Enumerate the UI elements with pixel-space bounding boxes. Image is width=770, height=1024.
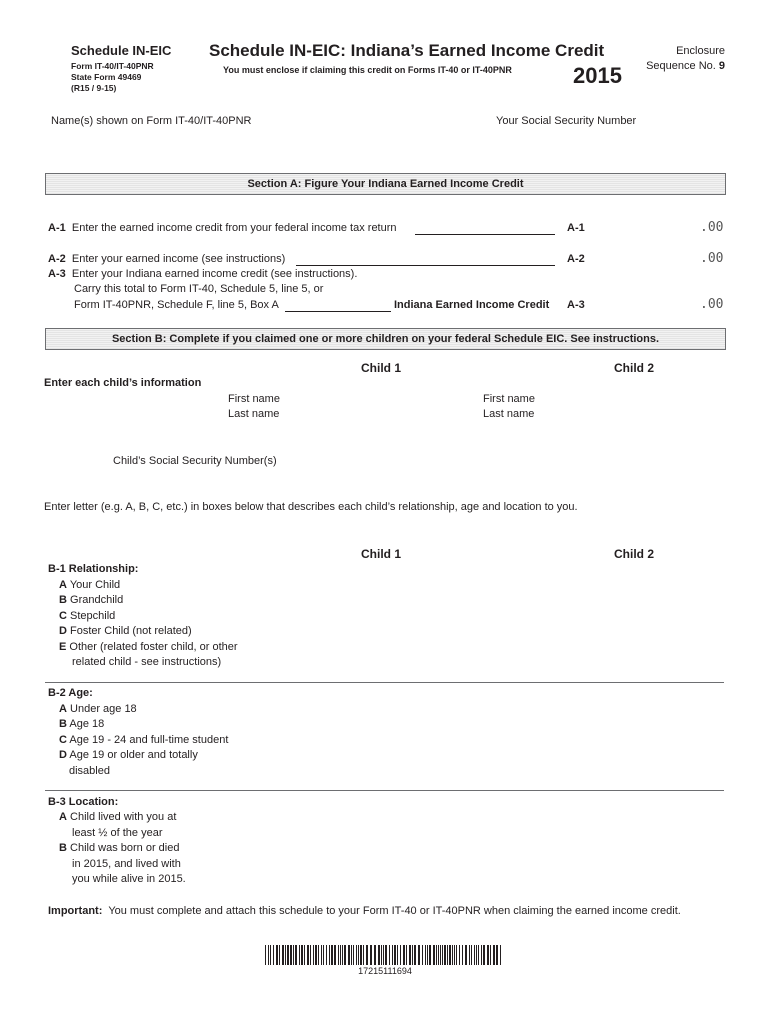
- child2-first-name-label: First name: [483, 393, 535, 405]
- enter-info-label: Enter each child’s information: [44, 377, 202, 389]
- line-a1: [48, 222, 397, 234]
- b2-item-d: D Age 19 or older and totally: [59, 749, 198, 761]
- letter-intro: Enter letter (e.g. A, B, C, etc.) in boxes below that describes each child’s relationship, age and location to you.: [44, 501, 578, 513]
- child2-header-2: Child 2: [614, 547, 655, 561]
- a3-code: A-3: [48, 268, 66, 280]
- child1-header-2: Child 1: [361, 547, 402, 561]
- sequence-line: [640, 59, 725, 74]
- b3-item-a-cont: least ½ of the year: [72, 827, 163, 839]
- a3-text-3: Form IT-40PNR, Schedule F, line 5, Box A: [74, 299, 279, 311]
- b1-item-e-cont: related child - see instructions): [72, 656, 222, 668]
- child2-header: Child 2: [614, 361, 655, 375]
- b3-title: B-3 Location:: [48, 796, 119, 808]
- a3-amount-field[interactable]: .00: [700, 297, 724, 312]
- names-label: Name(s) shown on Form IT-40/IT-40PNR: [51, 115, 252, 127]
- a3-text-2: Carry this total to Form IT-40, Schedule 5, line 5, or: [74, 283, 324, 295]
- b1-item-d: D Foster Child (not related): [59, 625, 192, 637]
- b3-item-a: A Child lived with you at: [59, 811, 177, 823]
- b1-item-b: B Grandchild: [59, 594, 124, 606]
- enclosure-block: [640, 44, 725, 74]
- a2-text: Enter your earned income (see instructions): [71, 253, 286, 265]
- b3-item-b-cont2: you while alive in 2015.: [72, 873, 186, 885]
- sequence-number: 9: [718, 60, 725, 72]
- a3-text: Enter your Indiana earned income credit (see instructions).: [71, 268, 358, 280]
- b1-item-a: A Your Child: [59, 579, 121, 591]
- b1-title: B-1 Relationship:: [48, 563, 139, 575]
- revision: (R15 / 9-15): [71, 83, 117, 93]
- child-ssn-label: Child’s Social Security Number(s): [113, 455, 277, 467]
- a2-underline: [296, 265, 555, 266]
- ssn-label: Your Social Security Number: [496, 115, 637, 127]
- line-a3: [48, 268, 357, 280]
- b3-item-b: B Child was born or died: [59, 842, 180, 854]
- b2-item-a: A Under age 18: [59, 703, 137, 715]
- b1-item-c: C Stepchild: [59, 610, 116, 622]
- a2-code: A-2: [48, 253, 66, 265]
- section-b-header: Section B: Complete if you claimed one or more children on your federal Schedule EIC. See instructions.: [45, 328, 726, 350]
- a1-amount-field[interactable]: .00: [700, 220, 724, 235]
- important-label: Important:: [48, 905, 103, 917]
- state-form-number: State Form 49469: [71, 72, 142, 82]
- barcode: [265, 945, 505, 965]
- sequence-label: Sequence No.: [646, 60, 716, 72]
- line-a2: [48, 253, 285, 265]
- a1-ref: A-1: [567, 222, 585, 234]
- b1-item-e: E Other (related foster child, or other: [59, 641, 238, 653]
- a1-code: A-1: [48, 222, 66, 234]
- child1-header: Child 1: [361, 361, 402, 375]
- a2-ref: A-2: [567, 253, 585, 265]
- a1-text: Enter the earned income credit from your federal income tax return: [71, 222, 397, 234]
- a3-bold-label: Indiana Earned Income Credit: [394, 299, 550, 311]
- form-numbers: Form IT-40/IT-40PNR: [71, 61, 154, 71]
- important-text: You must complete and attach this schedule to your Form IT-40 or IT-40PNR when claiming the earned income credit.: [108, 905, 681, 917]
- a1-underline: [415, 234, 555, 235]
- a3-ref: A-3: [567, 299, 585, 311]
- b2-item-d-cont: disabled: [69, 765, 110, 777]
- main-subtitle: You must enclose if claiming this credit on Forms IT-40 or IT-40PNR: [223, 65, 512, 75]
- child1-first-name-label: First name: [228, 393, 280, 405]
- section-a-header: Section A: Figure Your Indiana Earned Income Credit: [45, 173, 726, 195]
- b3-item-b-cont1: in 2015, and lived with: [72, 858, 181, 870]
- barcode-number: 17215111694: [358, 966, 412, 976]
- enclosure-label: Enclosure: [676, 45, 725, 57]
- a2-amount-field[interactable]: .00: [700, 251, 724, 266]
- a3-underline: [285, 311, 391, 312]
- b2-item-c: C Age 19 - 24 and full-time student: [59, 734, 229, 746]
- divider-b1-b2: [45, 682, 724, 683]
- main-title: Schedule IN-EIC: Indiana’s Earned Income Credit: [209, 41, 605, 60]
- child2-last-name-label: Last name: [483, 408, 535, 420]
- important-note: [48, 905, 681, 917]
- b2-title: B-2 Age:: [48, 687, 93, 699]
- form-title: Schedule IN-EIC: [71, 43, 172, 58]
- b2-item-b: B Age 18: [59, 718, 105, 730]
- tax-year: 2015: [573, 63, 622, 88]
- child1-last-name-label: Last name: [228, 408, 280, 420]
- divider-b2-b3: [45, 790, 724, 791]
